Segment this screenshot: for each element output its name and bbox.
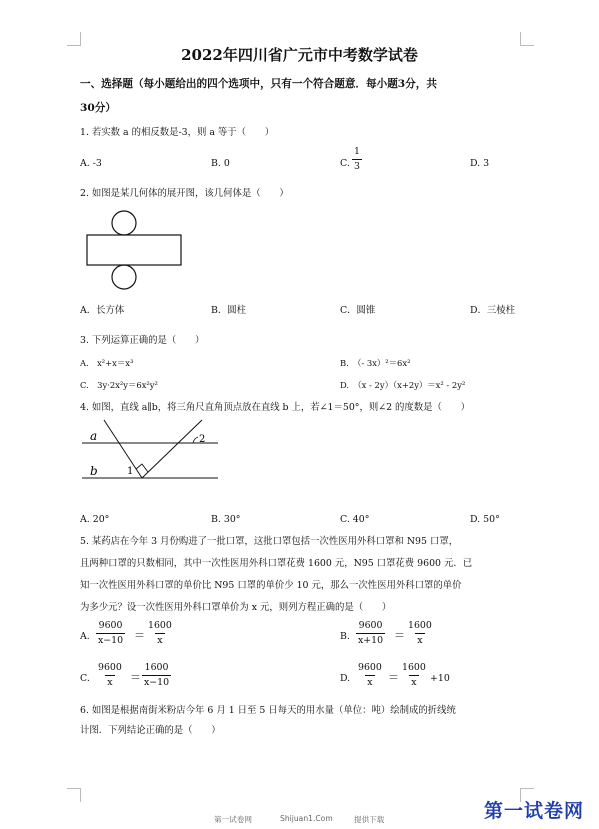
q3-option-c: C. 3y·2x²y＝6x²y²	[80, 380, 158, 390]
q5-line3: 知一次性医用外科口罩的单价比 N95 口罩的单价少 10 元，那么一次性医用外科口罩的单价	[80, 580, 462, 591]
section-heading-line2: 30分）	[80, 102, 116, 114]
label-a: a	[90, 429, 98, 443]
q5-d-left-den: x	[367, 677, 373, 688]
q5-a-equals: ＝	[134, 629, 145, 642]
q3-stem: 3. 下列运算正确的是（ ）	[80, 335, 205, 346]
q5-b-right-fraction	[406, 620, 434, 647]
q5-d-left-fraction	[356, 662, 384, 689]
q4-option-a: A. 20°	[80, 514, 110, 525]
q5-c-right-den: x−10	[144, 677, 170, 688]
q4-parallel-lines-diagram	[80, 418, 222, 486]
q1-option-c-label: C.	[340, 158, 350, 169]
q5-c-left-fraction	[96, 662, 124, 689]
label-b: b	[90, 464, 98, 478]
q5-d-equals: ＝	[388, 671, 399, 684]
q5-b-equals: ＝	[394, 629, 405, 642]
q2-option-b: B．圆柱	[211, 305, 247, 316]
triangle-side-right	[142, 420, 202, 478]
q2-option-d: D．三棱柱	[470, 305, 516, 316]
section-heading-line1: 一、选择题（每小题给出的四个选项中，只有一个符合题意．每小题3分，共	[80, 78, 437, 90]
label-angle-2: 2	[199, 434, 206, 445]
page-title: 2022年四川省广元市中考数学试卷	[181, 46, 418, 64]
q3-option-a: A. x²+x＝x³	[80, 358, 134, 368]
q5-d-right-num: 1600	[402, 662, 426, 673]
q5-line1: 5. 某药店在今年 3 月份购进了一批口罩，这批口罩包括一次性医用外科口罩和 N95 口罩，	[80, 536, 459, 547]
q5-a-right-den: x	[157, 635, 163, 646]
q1-c-denominator: 3	[354, 161, 360, 172]
top-circle	[112, 211, 136, 235]
q5-option-b-label: B.	[340, 631, 350, 642]
q5-c-left-den: x	[107, 677, 113, 688]
q5-line2: 且两种口罩的只数相同，其中一次性医用外科口罩花费 1600 元，N95 口罩花费 9600 元．已	[80, 558, 473, 569]
q1-option-c-fraction	[352, 146, 362, 173]
q5-a-right-fraction	[146, 620, 174, 647]
q5-line4: 为多少元？设一次性医用外科口罩单价为 x 元，则列方程正确的是（ ）	[80, 602, 392, 613]
q5-a-left-fraction	[96, 620, 125, 647]
footer-download-text: 提供下载	[354, 815, 385, 824]
crop-mark-bottom-left	[67, 788, 81, 802]
q5-b-right-num: 1600	[408, 620, 432, 631]
q1-c-numerator: 1	[354, 146, 360, 157]
q5-a-right-num: 1600	[148, 620, 172, 631]
q4-option-c: C. 40°	[340, 514, 370, 525]
bottom-circle	[112, 265, 136, 289]
q3-option-b: B. （- 3x）²＝6x²	[340, 358, 411, 368]
q5-option-c-label: C.	[80, 673, 90, 684]
q5-option-d-label: D.	[340, 673, 351, 684]
q5-option-a-label: A.	[80, 631, 90, 642]
footer-site-url[interactable]: Shijuan1.Com	[280, 814, 333, 823]
q4-stem: 4. 如图，直线 a∥b，将三角尺直角顶点放在直线 b 上，若∠1＝50°，则∠2 的度数是（ ）	[80, 402, 471, 413]
q5-b-right-den: x	[417, 635, 423, 646]
q5-c-left-num: 9600	[98, 662, 122, 673]
crop-mark-top-left	[67, 32, 81, 46]
brand-watermark-logo: 第一试卷网	[484, 800, 585, 822]
q5-d-right-den: x	[411, 677, 417, 688]
q2-stem: 2. 如图是某几何体的展开图，该几何体是（ ）	[80, 188, 289, 199]
q1-option-b: B. 0	[211, 158, 230, 169]
q5-b-left-fraction	[356, 620, 385, 647]
q6-line1: 6. 如图是根据南街米粉店今年 6 月 1 日至 5 日每天的用水量（单位：吨）绘制成的折线统	[80, 705, 456, 716]
q2-net-diagram	[84, 210, 184, 292]
q5-d-tail: +10	[430, 673, 450, 684]
angle-2-arc	[193, 437, 198, 443]
rectangle-face	[87, 235, 181, 265]
q5-a-left-num: 9600	[98, 620, 123, 631]
footer-site-name: 第一试卷网	[214, 815, 252, 824]
q1-stem: 1. 若实数 a 的相反数是-3，则 a 等于（ ）	[80, 127, 275, 138]
q2-option-c: C．圆锥	[340, 305, 376, 316]
q2-option-a: A．长方体	[80, 305, 125, 316]
q4-option-b: B. 30°	[211, 514, 241, 525]
q5-a-left-den: x−10	[98, 635, 124, 646]
q4-option-d: D. 50°	[470, 514, 500, 525]
q5-c-right-num: 1600	[144, 662, 169, 673]
q5-c-right-fraction	[142, 662, 171, 689]
q6-line2: 计图．下列结论正确的是（ ）	[80, 725, 221, 736]
q5-c-equals: ＝	[130, 671, 141, 684]
q1-option-d: D. 3	[470, 158, 490, 169]
q5-d-right-fraction	[400, 662, 428, 689]
q3-option-d: D. （x - 2y）（x+2y）＝x² - 2y²	[340, 380, 466, 390]
label-angle-1: 1	[127, 466, 134, 477]
q1-option-a: A. -3	[80, 158, 102, 169]
crop-mark-top-right	[520, 32, 534, 46]
q5-b-left-den: x+10	[358, 635, 384, 646]
q5-d-left-num: 9600	[358, 662, 382, 673]
q5-b-left-num: 9600	[358, 620, 383, 631]
